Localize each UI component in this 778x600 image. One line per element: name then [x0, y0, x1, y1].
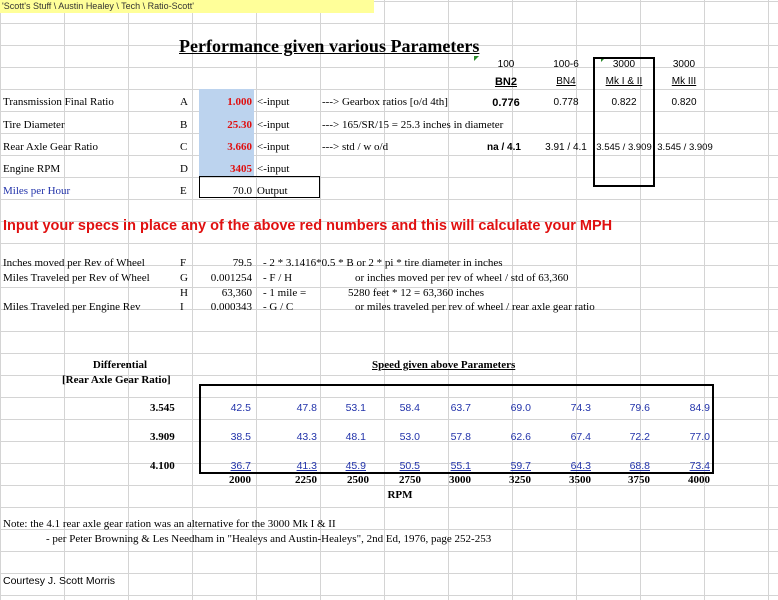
rpm-column-label: 3750	[628, 474, 650, 486]
model-sub-2: BN4	[556, 76, 576, 87]
calc-label-g: Miles Traveled per Rev of Wheel	[3, 272, 150, 284]
speed-cell: 38.5	[230, 431, 251, 443]
speed-cell: 77.0	[689, 431, 710, 443]
calc-value-i: 0.000343	[210, 301, 252, 313]
speed-cell: 58.4	[399, 402, 420, 414]
rpm-column-label: 2250	[295, 474, 317, 486]
rpm-column-label: 3500	[569, 474, 591, 486]
engine-rpm-input[interactable]: 3405	[230, 163, 252, 175]
param-label-a: Transmission Final Ratio	[3, 96, 114, 108]
speed-cell: 47.8	[296, 402, 317, 414]
model-sub-3: Mk I & II	[605, 76, 643, 87]
model-axle-1: na / 4.1	[487, 142, 521, 153]
param-label-e: Miles per Hour	[3, 185, 71, 197]
rpm-column-label: 3000	[449, 474, 471, 486]
model-name-3: 3000	[612, 59, 636, 70]
model-sub-4: Mk III	[671, 76, 697, 87]
param-letter-b: B	[180, 119, 188, 131]
param-note-b: <-input	[257, 119, 290, 131]
note-line-1: Note: the 4.1 rear axle gear ration was an alternative for the 3000 Mk I & II	[3, 518, 336, 530]
param-note-a: <-input	[257, 96, 290, 108]
speed-cell: 67.4	[570, 431, 591, 443]
speed-cell: 72.2	[629, 431, 650, 443]
calc-label-f: Inches moved per Rev of Wheel	[3, 257, 145, 269]
param-label-d: Engine RPM	[3, 163, 61, 175]
speed-cell: 45.9	[345, 460, 366, 472]
rear-axle-label: [Rear Axle Gear Ratio]	[62, 374, 171, 386]
calc-extra-i: or miles traveled per rev of wheel / rear axle gear ratio	[355, 301, 595, 313]
speed-cell: 74.3	[570, 402, 591, 414]
param-note-e: Output	[257, 185, 288, 197]
model-sub-1: BN2	[494, 76, 517, 88]
calc-value-g: 0.001254	[210, 272, 252, 284]
rpm-axis-label: RPM	[387, 489, 413, 501]
param-note-d: <-input	[257, 163, 290, 175]
calc-letter-h: H	[180, 287, 188, 299]
calc-letter-g: G	[180, 272, 188, 284]
param-desc-b: ---> 165/SR/15 = 25.3 inches in diameter	[322, 119, 504, 131]
speed-cell: 55.1	[450, 460, 471, 472]
model-name-1: 100	[497, 59, 515, 70]
note-line-2: - per Peter Browning & Les Needham in "Healeys and Austin-Healeys", 2nd Ed, 1976, page 252-253	[46, 533, 492, 545]
axle-ratio-input[interactable]: 3.660	[227, 141, 252, 153]
calc-formula-f: - 2 * 3.1416*0.5 * B or 2 * pi * tire diameter in inches	[263, 257, 503, 269]
speed-cell: 50.5	[399, 460, 420, 472]
speed-cell: 43.3	[296, 431, 317, 443]
param-letter-a: A	[180, 96, 188, 108]
model-name-2: 100-6	[553, 59, 579, 70]
model-axle-2: 3.91 / 4.1	[545, 142, 587, 153]
courtesy-line: Courtesy J. Scott Morris	[3, 575, 116, 587]
param-note-c: <-input	[257, 141, 290, 153]
speed-cell: 36.7	[230, 460, 251, 472]
calc-value-h: 63,360	[221, 287, 252, 299]
speed-cell: 79.6	[629, 402, 650, 414]
mph-output: 70.0	[232, 185, 252, 197]
model-ratio-1: 0.776	[492, 97, 520, 109]
param-label-c: Rear Axle Gear Ratio	[3, 141, 98, 153]
model-ratio-3: 0.822	[611, 97, 637, 108]
speed-cell: 53.0	[399, 431, 420, 443]
param-desc-a: ---> Gearbox ratios [o/d 4th]	[322, 96, 448, 108]
rpm-column-label: 2750	[399, 474, 421, 486]
speed-cell: 42.5	[230, 402, 251, 414]
calc-formula-h: - 1 mile =	[263, 287, 307, 299]
speed-cell: 84.9	[689, 402, 710, 414]
speed-cell: 59.7	[510, 460, 531, 472]
transmission-ratio-input[interactable]: 1.000	[227, 96, 252, 108]
speed-cell: 68.8	[629, 460, 650, 472]
param-desc-c: ---> std / w o/d	[322, 141, 389, 153]
speed-cell: 73.4	[689, 460, 710, 472]
model-axle-3: 3.545 / 3.909	[596, 142, 652, 153]
rpm-column-label: 2500	[347, 474, 369, 486]
differential-label: Differential	[92, 359, 148, 371]
speed-cell: 41.3	[296, 460, 317, 472]
param-letter-e: E	[180, 185, 187, 197]
model-axle-4: 3.545 / 3.909	[657, 142, 713, 153]
param-label-b: Tire Diameter	[3, 119, 65, 131]
calc-extra-h: 5280 feet * 12 = 63,360 inches	[348, 287, 485, 299]
speed-cell: 69.0	[510, 402, 531, 414]
rpm-column-label: 4000	[688, 474, 710, 486]
calc-value-f: 79.5	[232, 257, 252, 269]
model-name-4: 3000	[672, 59, 696, 70]
calc-label-i: Miles Traveled per Engine Rev	[3, 301, 141, 313]
speed-cell: 64.3	[570, 460, 591, 472]
ratio-row-label: 4.100	[150, 460, 175, 472]
rpm-column-label: 2000	[229, 474, 251, 486]
tire-diameter-input[interactable]: 25.30	[227, 119, 252, 131]
speed-cell: 62.6	[510, 431, 531, 443]
model-ratio-4: 0.820	[671, 97, 697, 108]
speed-cell: 57.8	[450, 431, 471, 443]
param-letter-d: D	[180, 163, 188, 175]
calc-letter-i: I	[180, 301, 184, 313]
calc-extra-g: or inches moved per rev of wheel / std of 63,360	[355, 272, 569, 284]
speed-cell: 63.7	[450, 402, 471, 414]
speed-cell: 48.1	[345, 431, 366, 443]
mk-i-ii-highlight-box	[593, 57, 655, 187]
param-letter-c: C	[180, 141, 188, 153]
speed-cell: 53.1	[345, 402, 366, 414]
calc-letter-f: F	[180, 257, 187, 269]
calc-formula-g: - F / H	[263, 272, 293, 284]
page-title: Performance given various Parameters	[179, 36, 480, 56]
instruction-banner: Input your specs in place any of the above red numbers and this will calculate your MPH	[3, 218, 613, 234]
ratio-row-label: 3.545	[150, 402, 175, 414]
ratio-row-label: 3.909	[150, 431, 175, 443]
model-ratio-2: 0.778	[553, 97, 579, 108]
sheet-path-label: 'Scott's Stuff \ Austin Healey \ Tech \ Ratio-Scott'	[0, 0, 374, 13]
rpm-column-label: 3250	[509, 474, 531, 486]
calc-formula-i: - G / C	[263, 301, 294, 313]
speed-table-title: Speed given above Parameters	[372, 359, 516, 371]
